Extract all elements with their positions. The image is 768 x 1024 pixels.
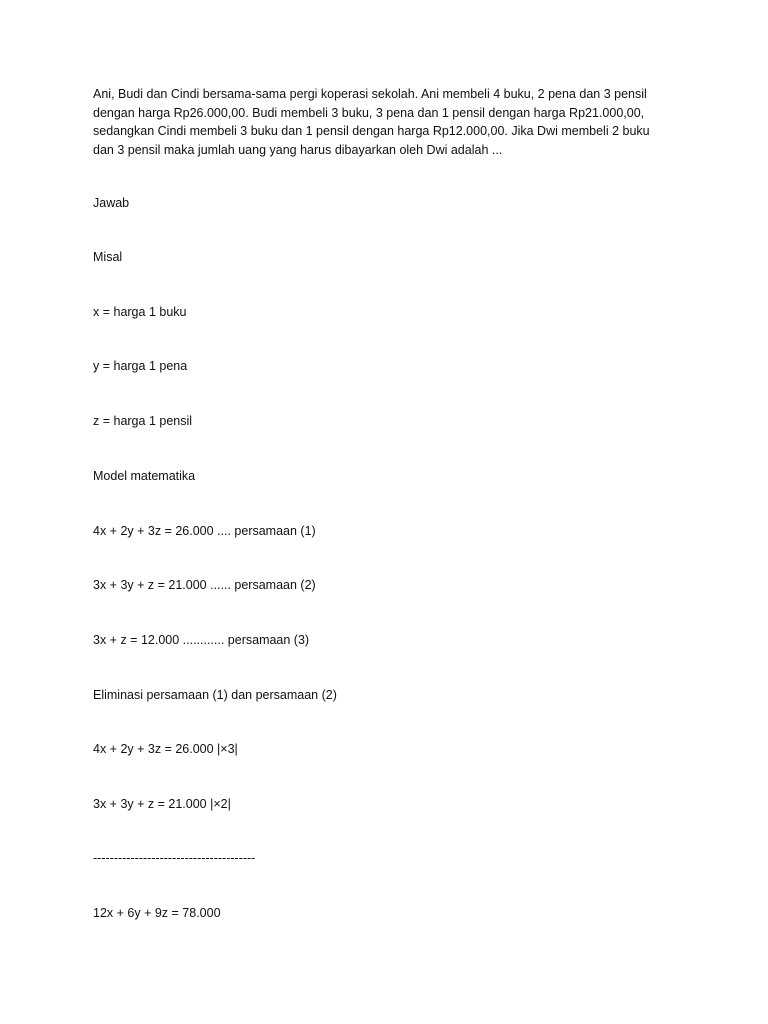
problem-line-3: sedangkan Cindi membeli 3 buku dan 1 pensil dengan harga Rp12.000,00. Jika Dwi membeli 2 buku (93, 124, 650, 138)
divider-line: --------------------------------------- (93, 851, 256, 865)
result-equation-1: 12x + 6y + 9z = 78.000 (93, 906, 221, 920)
model-heading: Model matematika (93, 469, 196, 483)
equation-1: 4x + 2y + 3z = 26.000 .... persamaan (1) (93, 524, 316, 538)
problem-line-4: dan 3 pensil maka jumlah uang yang harus dibayarkan oleh Dwi adalah ... (93, 142, 503, 157)
problem-line-2: dengan harga Rp26.000,00. Budi membeli 3 buku, 3 pena dan 1 pensil dengan harga Rp21.000,00, (93, 105, 645, 120)
variable-z-definition: z = harga 1 pensil (93, 414, 193, 428)
equation-3: 3x + z = 12.000 ............ persamaan (3) (93, 633, 310, 647)
variable-x-definition: x = harga 1 buku (93, 305, 187, 319)
problem-paragraph (93, 85, 683, 159)
problem-line-1: Ani, Budi dan Cindi bersama-sama pergi koperasi sekolah. Ani membeli 4 buku, 2 pena dan 3 pensil (93, 87, 647, 101)
multiplied-equation-2: 3x + 3y + z = 21.000 |×2| (93, 797, 231, 811)
multiplied-equation-1: 4x + 2y + 3z = 26.000 |×3| (93, 742, 238, 756)
variable-y-definition: y = harga 1 pena (93, 359, 188, 373)
misal-heading: Misal (93, 250, 123, 264)
answer-heading: Jawab (93, 196, 130, 210)
elimination-heading: Eliminasi persamaan (1) dan persamaan (2) (93, 688, 337, 702)
equation-2: 3x + 3y + z = 21.000 ...... persamaan (2) (93, 578, 316, 592)
